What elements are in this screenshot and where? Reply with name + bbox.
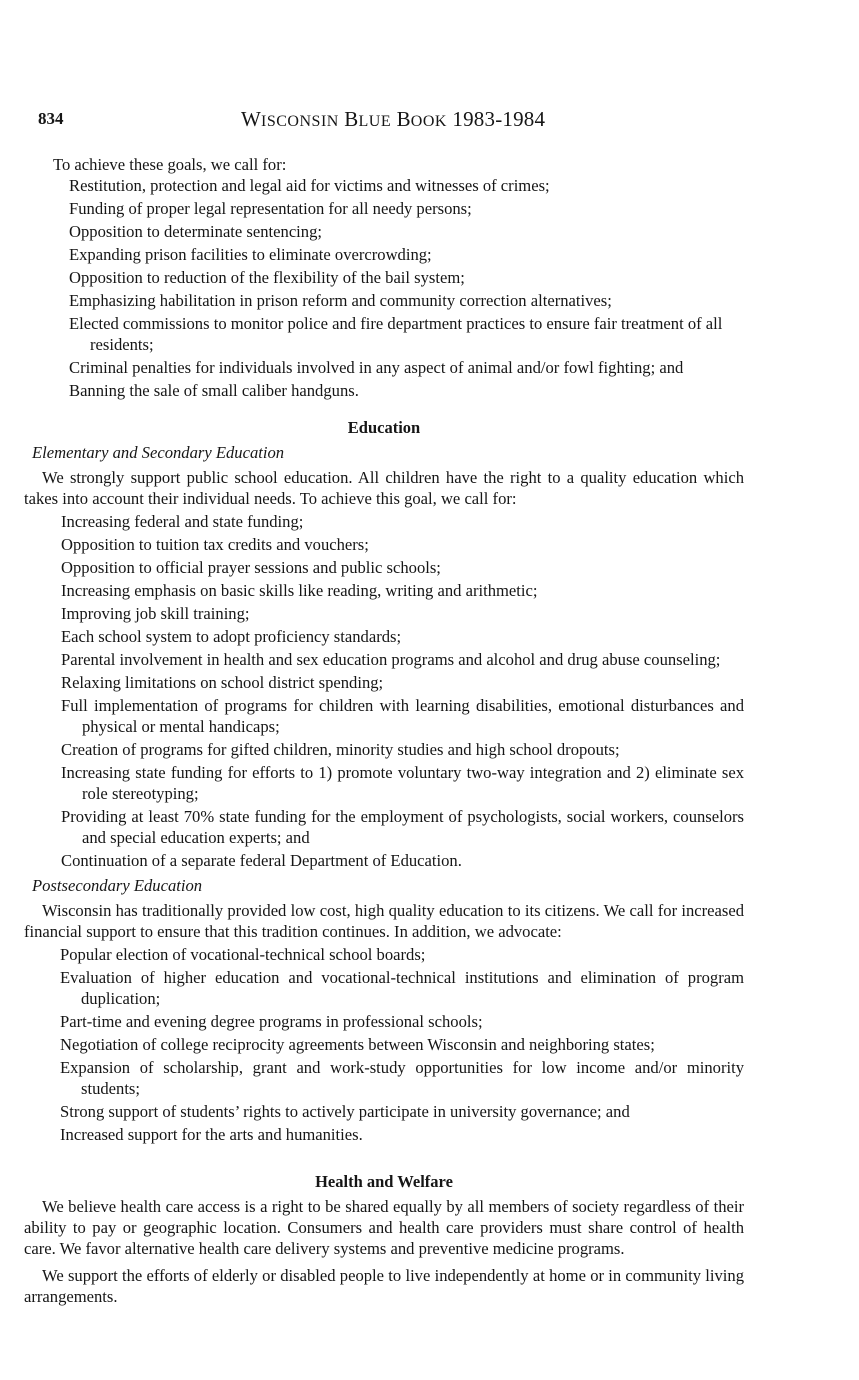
list-item: Banning the sale of small caliber handguns.: [69, 381, 359, 400]
running-head: WISCONSIN BLUE BOOK 1983-1984: [241, 107, 546, 131]
list-item: Evaluation of higher education and vocational-technical institutions and elimination of program duplication;: [60, 968, 744, 1008]
page-content: [24, 154, 744, 1313]
list-item: Criminal penalties for individuals involved in any aspect of animal and/or fowl fighting; and: [69, 358, 684, 377]
list-item: Strong support of students’ rights to actively participate in university governance; and: [60, 1102, 630, 1121]
list-item: Creation of programs for gifted children, minority studies and high school dropouts;: [61, 740, 620, 759]
list-item: Increasing state funding for efforts to 1) promote voluntary two-way integration and 2) eliminate sex role stereotyping;: [61, 763, 744, 803]
list-item: Elected commissions to monitor police and fire department practices to ensure fair treatment of all residents;: [69, 314, 723, 354]
list-item: Providing at least 70% state funding for the employment of psychologists, social workers, counselors and special education experts; and: [61, 807, 744, 847]
list-item: Expansion of scholarship, grant and work-study opportunities for low income and/or minority students;: [60, 1058, 744, 1098]
list-item: Restitution, protection and legal aid for victims and witnesses of crimes;: [69, 176, 550, 195]
elementary-intro: We strongly support public school education. All children have the right to a quality education which takes into account their individual needs. To achieve this goal, we call for:: [24, 468, 744, 508]
list-item: Improving job skill training;: [61, 604, 250, 623]
list-item: Increased support for the arts and humanities.: [60, 1125, 363, 1144]
elementary-list: [24, 511, 744, 871]
list-item: Popular election of vocational-technical school boards;: [60, 945, 426, 964]
list-item: Emphasizing habilitation in prison reform and community correction alternatives;: [69, 291, 612, 310]
list-item: Increasing federal and state funding;: [61, 512, 304, 531]
health-welfare-paragraph: We believe health care access is a right to be shared equally by all members of society regardless of their ability to pay or geographic location. Consumers and health care providers must share control of health care. We favor alternative health care delivery systems and preventive medicine programs.: [24, 1197, 744, 1258]
postsecondary-subheading: Postsecondary Education: [32, 876, 203, 895]
list-item: Full implementation of programs for children with learning disabilities, emotional disturbances and physical or mental handicaps;: [61, 696, 744, 736]
list-item: Continuation of a separate federal Department of Education.: [61, 851, 462, 870]
health-welfare-heading: Health and Welfare: [315, 1172, 453, 1191]
elementary-subheading: Elementary and Secondary Education: [32, 443, 285, 462]
list-item: Parental involvement in health and sex education programs and alcohol and drug abuse counseling;: [61, 650, 721, 669]
postsecondary-list: [24, 944, 744, 1145]
postsecondary-intro: Wisconsin has traditionally provided low cost, high quality education to its citizens. We call for increased financial support to ensure that this tradition continues. In addition, we advocate:: [24, 901, 744, 941]
list-item: Opposition to reduction of the flexibility of the bail system;: [69, 268, 465, 287]
education-heading: Education: [347, 418, 421, 437]
list-item: Each school system to adopt proficiency standards;: [61, 627, 402, 646]
justice-list: [24, 175, 744, 401]
list-item: Relaxing limitations on school district spending;: [61, 673, 384, 692]
page-header: [0, 105, 859, 135]
health-welfare-paragraph: We support the efforts of elderly or disabled people to live independently at home or in community living arrangements.: [24, 1266, 744, 1306]
list-item: Expanding prison facilities to eliminate overcrowding;: [69, 245, 432, 264]
list-item: Opposition to tuition tax credits and vouchers;: [61, 535, 369, 554]
list-item: Opposition to official prayer sessions and public schools;: [61, 558, 441, 577]
list-item: Increasing emphasis on basic skills like reading, writing and arithmetic;: [61, 581, 538, 600]
list-item: Part-time and evening degree programs in professional schools;: [60, 1012, 483, 1031]
list-item: Negotiation of college reciprocity agreements between Wisconsin and neighboring states;: [60, 1035, 655, 1054]
page-number: 834: [38, 109, 64, 128]
justice-lead: To achieve these goals, we call for:: [53, 155, 287, 174]
list-item: Opposition to determinate sentencing;: [69, 222, 322, 241]
list-item: Funding of proper legal representation for all needy persons;: [69, 199, 472, 218]
